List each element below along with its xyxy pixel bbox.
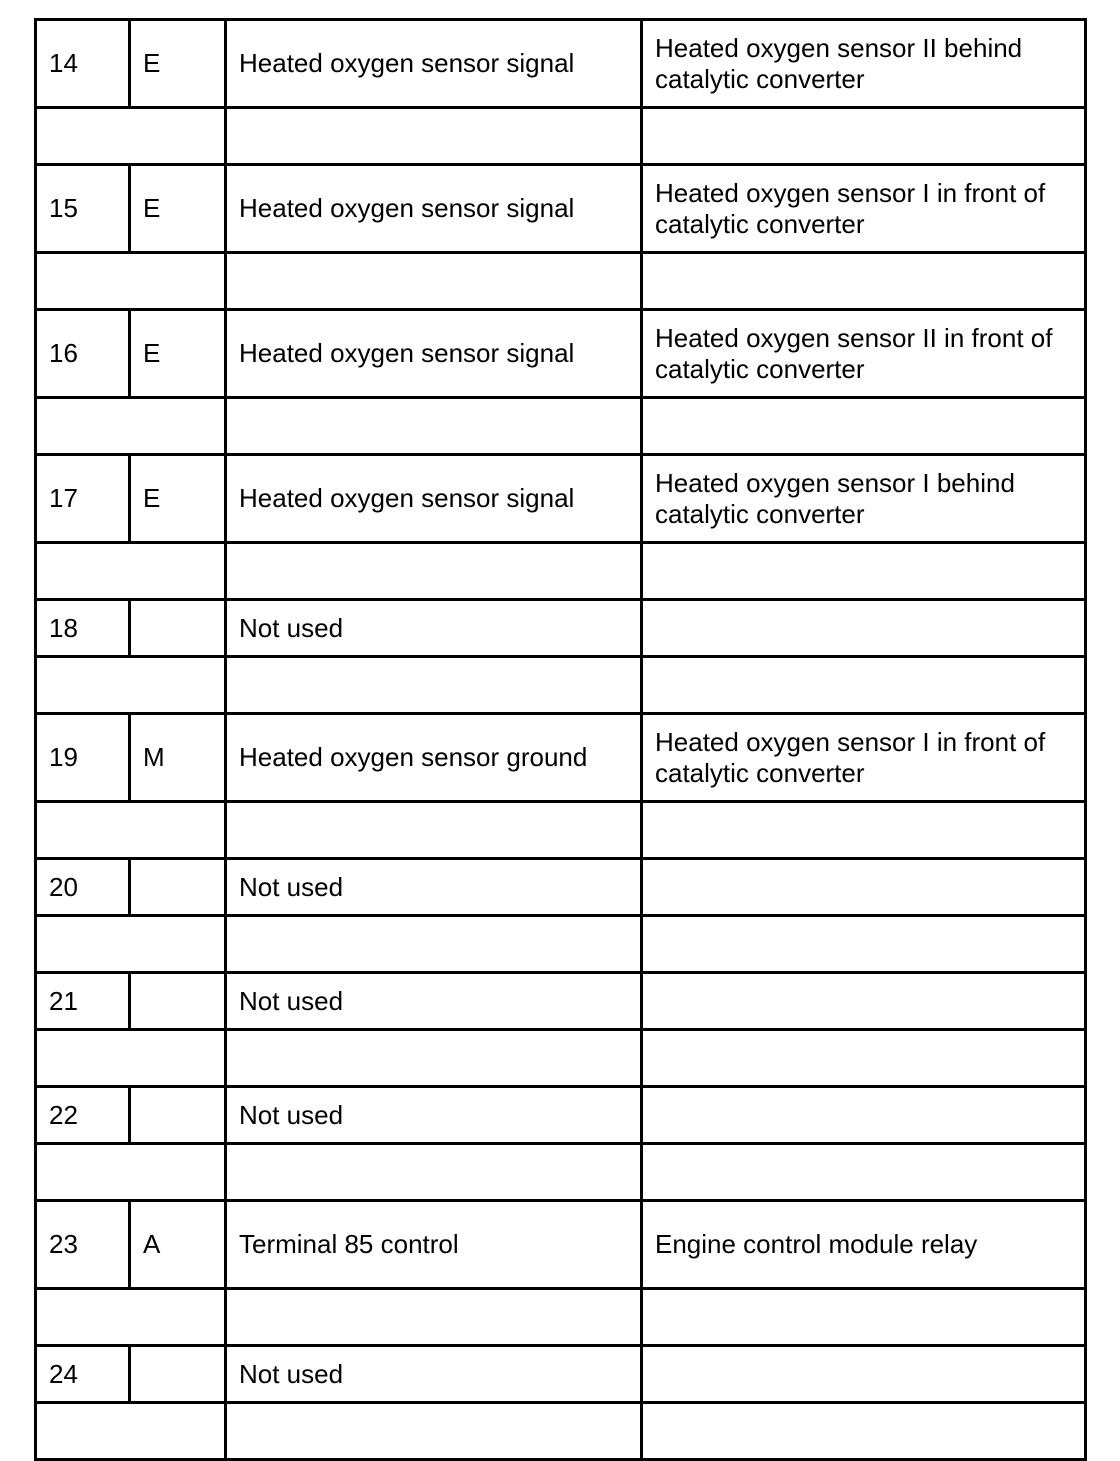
code-cell [130, 1087, 226, 1144]
spacer-cell [226, 398, 642, 455]
spacer-cell [226, 916, 642, 973]
function-cell: Heated oxygen sensor ground [226, 714, 642, 802]
pin-assignment-table [34, 18, 1087, 1461]
table-row [36, 455, 1086, 543]
pin-cell: 23 [36, 1201, 130, 1289]
spacer-cell [36, 398, 226, 455]
spacer-cell [642, 657, 1086, 714]
function-cell: Not used [226, 973, 642, 1030]
pin-cell: 14 [36, 20, 130, 108]
table-row [36, 1087, 1086, 1144]
table-body [36, 20, 1086, 1460]
function-cell: Heated oxygen sensor signal [226, 455, 642, 543]
function-cell: Heated oxygen sensor signal [226, 20, 642, 108]
spacer-row [36, 253, 1086, 310]
spacer-row [36, 1144, 1086, 1201]
spacer-row [36, 543, 1086, 600]
spacer-cell [226, 1030, 642, 1087]
spacer-cell [642, 1030, 1086, 1087]
function-cell: Not used [226, 1346, 642, 1403]
pin-cell: 15 [36, 165, 130, 253]
description-cell [642, 973, 1086, 1030]
spacer-cell [226, 543, 642, 600]
description-cell: Heated oxygen sensor II in front of catalytic converter [642, 310, 1086, 398]
table-row [36, 859, 1086, 916]
spacer-cell [36, 657, 226, 714]
pin-cell: 24 [36, 1346, 130, 1403]
pin-cell: 20 [36, 859, 130, 916]
code-cell: E [130, 165, 226, 253]
table-row [36, 165, 1086, 253]
table-row [36, 600, 1086, 657]
code-cell: E [130, 20, 226, 108]
spacer-cell [642, 1289, 1086, 1346]
spacer-cell [226, 802, 642, 859]
description-cell [642, 600, 1086, 657]
pin-cell: 17 [36, 455, 130, 543]
spacer-cell [642, 108, 1086, 165]
function-cell: Heated oxygen sensor signal [226, 310, 642, 398]
spacer-cell [642, 253, 1086, 310]
pin-cell: 22 [36, 1087, 130, 1144]
spacer-cell [642, 802, 1086, 859]
spacer-cell [36, 916, 226, 973]
spacer-cell [642, 1403, 1086, 1460]
function-cell: Heated oxygen sensor signal [226, 165, 642, 253]
spacer-cell [36, 253, 226, 310]
table-row [36, 714, 1086, 802]
spacer-cell [226, 253, 642, 310]
spacer-cell [226, 108, 642, 165]
description-cell: Heated oxygen sensor I in front of catalytic converter [642, 714, 1086, 802]
description-cell [642, 1346, 1086, 1403]
spacer-cell [36, 1144, 226, 1201]
spacer-cell [36, 1030, 226, 1087]
code-cell [130, 600, 226, 657]
code-cell: E [130, 455, 226, 543]
code-cell: M [130, 714, 226, 802]
spacer-row [36, 108, 1086, 165]
description-cell: Heated oxygen sensor I in front of catalytic converter [642, 165, 1086, 253]
spacer-cell [226, 657, 642, 714]
spacer-row [36, 916, 1086, 973]
spacer-cell [36, 108, 226, 165]
table-row [36, 310, 1086, 398]
spacer-cell [36, 802, 226, 859]
description-cell: Engine control module relay [642, 1201, 1086, 1289]
description-cell [642, 1087, 1086, 1144]
spacer-row [36, 1403, 1086, 1460]
spacer-cell [226, 1289, 642, 1346]
spacer-cell [642, 1144, 1086, 1201]
spacer-cell [226, 1144, 642, 1201]
pin-cell: 18 [36, 600, 130, 657]
description-cell [642, 859, 1086, 916]
description-cell: Heated oxygen sensor I behind catalytic converter [642, 455, 1086, 543]
spacer-cell [642, 543, 1086, 600]
spacer-cell [642, 916, 1086, 973]
spacer-row [36, 802, 1086, 859]
spacer-cell [226, 1403, 642, 1460]
function-cell: Not used [226, 859, 642, 916]
spacer-row [36, 398, 1086, 455]
code-cell: A [130, 1201, 226, 1289]
spacer-cell [642, 398, 1086, 455]
code-cell [130, 973, 226, 1030]
table-row [36, 1346, 1086, 1403]
function-cell: Not used [226, 600, 642, 657]
code-cell [130, 859, 226, 916]
description-cell: Heated oxygen sensor II behind catalytic converter [642, 20, 1086, 108]
pin-cell: 19 [36, 714, 130, 802]
spacer-row [36, 1289, 1086, 1346]
spacer-cell [36, 1403, 226, 1460]
pin-cell: 16 [36, 310, 130, 398]
code-cell [130, 1346, 226, 1403]
function-cell: Not used [226, 1087, 642, 1144]
table-row [36, 20, 1086, 108]
spacer-row [36, 657, 1086, 714]
spacer-cell [36, 543, 226, 600]
pin-cell: 21 [36, 973, 130, 1030]
table-row [36, 973, 1086, 1030]
spacer-cell [36, 1289, 226, 1346]
table-row [36, 1201, 1086, 1289]
function-cell: Terminal 85 control [226, 1201, 642, 1289]
spacer-row [36, 1030, 1086, 1087]
code-cell: E [130, 310, 226, 398]
